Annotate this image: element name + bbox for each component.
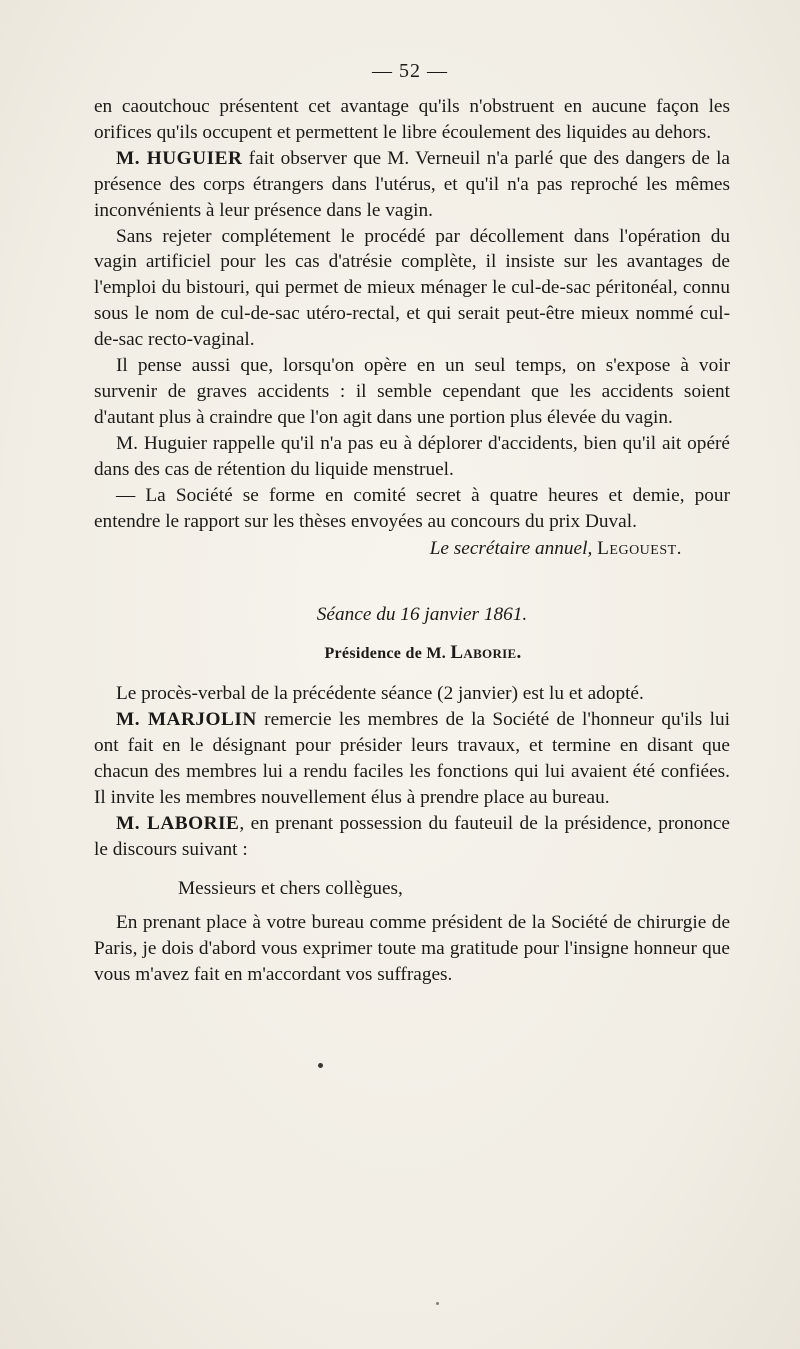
signature-role: Le secrétaire annuel, bbox=[429, 538, 593, 560]
paragraph-8 bbox=[94, 707, 730, 811]
presidence-heading bbox=[94, 640, 730, 667]
page-body bbox=[94, 94, 730, 988]
presidence-prefix: Présidence de M. bbox=[324, 645, 451, 663]
page-number: — 52 — bbox=[372, 60, 448, 82]
seance-title: Séance du 16 janvier 1861. bbox=[316, 604, 528, 626]
speaker-huguier: M. HUGUIER bbox=[116, 147, 243, 169]
paragraph-8-text: remercie les membres de la Société de l'honneur qu'ils lui ont fait en le désignant pour présider leurs travaux, et termine en disant que chacun des membres lui a rendu faciles les fonctions qui lui avaient été confiées. Il invite les membres nouvellement élus à prendre place au bureau. bbox=[94, 709, 730, 808]
ink-speck bbox=[318, 1063, 323, 1068]
paragraph-4: Il pense aussi que, lorsqu'on opère en un seul temps, on s'expose à voir survenir de graves accidents : il semble cependant que les accidents soient d'autant plus à craindre que l'on agit dans une portion plus élevée du vagin. bbox=[94, 355, 730, 428]
signature bbox=[94, 536, 730, 562]
paragraph-7: Le procès-verbal de la précédente séance (2 janvier) est lu et adopté. bbox=[116, 683, 644, 705]
presidence-name: Laborie. bbox=[450, 642, 522, 664]
paragraph-1: en caoutchouc présentent cet avantage qu'ils n'obstruent en aucune façon les orifices qu'ils occupent et permettent le libre écoulement des liquides au dehors. bbox=[94, 96, 730, 143]
paragraph-5: M. Huguier rappelle qu'il n'a pas eu à déplorer d'accidents, bien qu'il ait opéré dans des cas de rétention du liquide menstruel. bbox=[94, 432, 730, 480]
speaker-laborie: M. LABORIE bbox=[116, 812, 240, 834]
ink-speck bbox=[436, 1302, 439, 1305]
speaker-marjolin: M. MARJOLIN bbox=[116, 709, 257, 731]
signature-name: Legouest. bbox=[597, 538, 682, 560]
paragraph-10: En prenant place à votre bureau comme président de la Société de chirurgie de Paris, je dois d'abord vous exprimer toute ma gratitude pour l'insigne honneur que vous m'avez fait en m'accordant vos suffrages. bbox=[94, 912, 730, 986]
paragraph-2 bbox=[94, 146, 730, 224]
paragraph-9 bbox=[94, 811, 730, 863]
salutation: Messieurs et chers collègues, bbox=[178, 878, 403, 900]
paragraph-3: Sans rejeter complétement le procédé par décollement dans l'opération du vagin artificiel pour les cas d'atrésie complète, il insiste sur les avantages de l'emploi du bistouri, qui permet de mieux ménager le cul-de-sac péritonéal, connu sous le nom de cul-de-sac utéro-rectal, et qui serait peut-être mieux nommé cul-de-sac recto-vaginal. bbox=[94, 225, 730, 351]
paragraph-2-text: fait observer que M. Verneuil n'a parlé que des dangers de la présence des corps étrangers dans l'utérus, et qu'il n'a pas reproché les mêmes inconvénients à leur présence dans le vagin. bbox=[94, 147, 730, 221]
paragraph-6: — La Société se forme en comité secret à quatre heures et demie, pour entendre le rapport sur les thèses envoyées au concours du prix Duval. bbox=[94, 484, 730, 532]
paragraph-9-text: , en prenant possession du fauteuil de la présidence, prononce le discours suivant : bbox=[94, 812, 730, 860]
